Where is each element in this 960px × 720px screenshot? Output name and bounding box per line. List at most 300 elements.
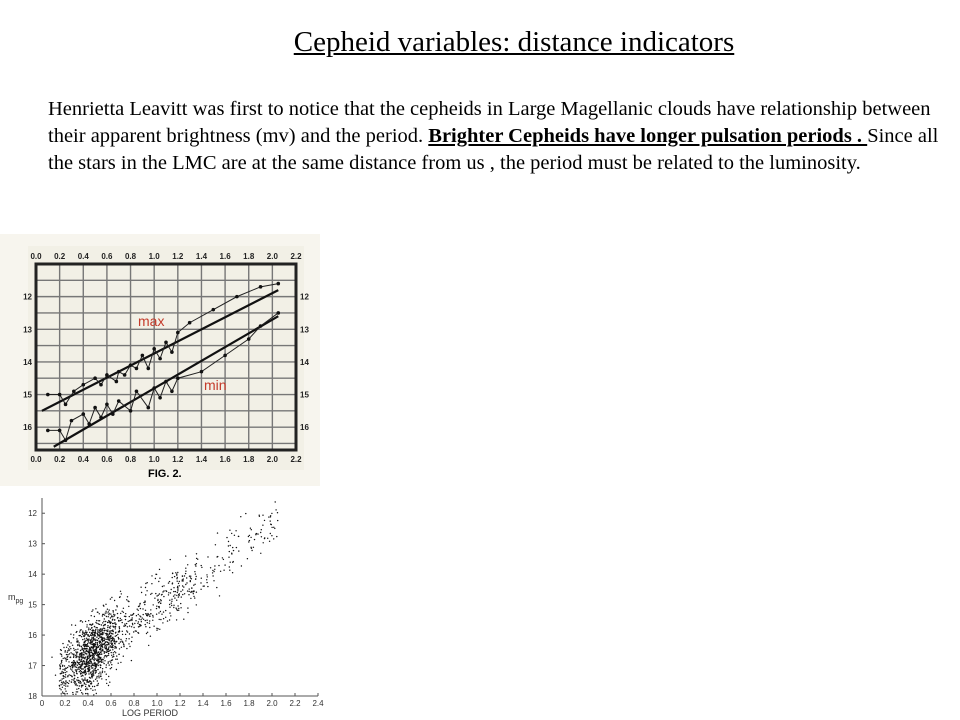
scatter-point	[104, 645, 105, 646]
scatter-point	[112, 643, 113, 644]
scatter-point	[145, 594, 146, 595]
scatter-point	[66, 659, 67, 660]
scatter-point	[161, 594, 162, 595]
scatter-point	[90, 688, 91, 689]
series-label-min: min	[204, 377, 227, 393]
scatter-point	[122, 634, 123, 635]
scatter-point	[87, 689, 88, 690]
scatter-point	[68, 683, 69, 684]
scatter-point	[112, 646, 113, 647]
scatter-point	[106, 646, 107, 647]
scatter-point	[97, 642, 98, 643]
scatter-point	[147, 582, 148, 583]
scatter-point	[231, 533, 232, 534]
scatter-point	[93, 639, 94, 640]
scatter-point	[90, 650, 91, 651]
scatter-point	[156, 614, 157, 615]
scatter-point	[80, 690, 81, 691]
scatter-point	[66, 647, 67, 648]
scatter-point	[108, 655, 109, 656]
scatter-point	[174, 576, 175, 577]
scatter-point	[86, 673, 87, 674]
scatter-point	[166, 591, 167, 592]
scatter-point	[90, 639, 91, 640]
scatter-point	[129, 625, 130, 626]
scatter-point	[168, 582, 169, 583]
scatter-point	[117, 606, 118, 607]
x-tick-label-top: 1.0	[148, 252, 160, 261]
scatter-point	[141, 592, 142, 593]
scatter-point	[71, 681, 72, 682]
scatter-point	[95, 649, 96, 650]
scatter-point	[75, 694, 76, 695]
scatter-point	[87, 658, 88, 659]
scatter-point	[69, 680, 70, 681]
scatter-point	[196, 553, 197, 554]
scatter-point	[137, 609, 138, 610]
scatter-point	[125, 616, 126, 617]
scatter-point	[63, 681, 64, 682]
data-point-max	[81, 383, 85, 387]
scatter-point	[95, 665, 96, 666]
scatter-point	[84, 682, 85, 683]
scatter-point	[162, 591, 163, 592]
scatter-point	[195, 564, 196, 565]
x-tick-label: 2.0	[266, 699, 278, 708]
scatter-point	[82, 634, 83, 635]
scatter-point	[103, 659, 104, 660]
scatter-point	[117, 613, 118, 614]
scatter-point	[152, 616, 153, 617]
scatter-point	[100, 628, 101, 629]
scatter-point	[76, 631, 77, 632]
scatter-point	[190, 598, 191, 599]
scatter-point	[76, 667, 77, 668]
scatter-point	[223, 570, 224, 571]
scatter-point	[124, 623, 125, 624]
scatter-point	[101, 654, 102, 655]
scatter-point	[70, 666, 71, 667]
scatter-point	[92, 686, 93, 687]
data-point-max	[117, 370, 121, 374]
scatter-point	[104, 624, 105, 625]
data-point-max	[164, 341, 168, 345]
scatter-point	[84, 667, 85, 668]
scatter-point	[75, 669, 76, 670]
scatter-point	[98, 677, 99, 678]
scatter-point	[175, 572, 176, 573]
y-tick-label-left: 14	[23, 357, 32, 367]
scatter-point	[88, 638, 89, 639]
y-tick-label: 14	[28, 570, 37, 580]
scatter-point	[61, 673, 62, 674]
scatter-point	[142, 617, 143, 618]
scatter-point	[160, 603, 161, 604]
scatter-point	[110, 638, 111, 639]
scatter-point	[65, 691, 66, 692]
scatter-point	[145, 610, 146, 611]
scatter-point	[82, 685, 83, 686]
scatter-point	[92, 623, 93, 624]
scatter-point	[72, 667, 73, 668]
scatter-point	[187, 590, 188, 591]
scatter-point	[98, 673, 99, 674]
scatter-point	[77, 680, 78, 681]
scatter-point	[160, 611, 161, 612]
scatter-point	[80, 661, 81, 662]
scatter-point	[111, 652, 112, 653]
scatter-point	[245, 513, 246, 514]
scatter-point	[83, 635, 84, 636]
scatter-point	[95, 630, 96, 631]
scatter-point	[264, 520, 265, 521]
scatter-point	[259, 516, 260, 517]
scatter-point	[104, 640, 105, 641]
scatter-point	[115, 609, 116, 610]
scatter-point	[165, 617, 166, 618]
scatter-point	[100, 667, 101, 668]
scatter-point	[100, 676, 101, 677]
scatter-point	[173, 591, 174, 592]
scatter-point	[174, 597, 175, 598]
x-tick-label-top: 0.8	[124, 252, 137, 261]
scatter-point	[81, 671, 82, 672]
scatter-point	[105, 630, 106, 631]
scatter-point	[251, 529, 252, 530]
scatter-point	[94, 626, 95, 627]
scatter-point	[91, 635, 92, 636]
scatter-point	[111, 615, 112, 616]
scatter-point	[182, 589, 183, 590]
scatter-point	[113, 652, 114, 653]
scatter-point	[129, 646, 130, 647]
scatter-point	[158, 581, 159, 582]
y-axis-label: $m_{pg}$	[8, 592, 24, 605]
scatter-point	[103, 644, 104, 645]
scatter-point	[76, 669, 77, 670]
data-point-max	[152, 347, 156, 351]
scatter-point	[64, 670, 65, 671]
scatter-point	[114, 641, 115, 642]
scatter-point	[155, 578, 156, 579]
scatter-point	[137, 623, 138, 624]
x-tick-label-top: 0.2	[54, 252, 66, 261]
scatter-point	[92, 634, 93, 635]
scatter-point	[88, 629, 89, 630]
scatter-point	[128, 638, 129, 639]
scatter-point	[81, 649, 82, 650]
scatter-point	[81, 636, 82, 637]
scatter-point	[59, 664, 60, 665]
paragraph-intro: Henrietta Leavitt was first to notice that the cepheids in Large Magellanic clouds have relationship between their apparent brightness (mv) and the period.	[48, 98, 931, 147]
scatter-point	[147, 622, 148, 623]
scatter-point	[64, 657, 65, 658]
scatter-point	[67, 656, 68, 657]
scatter-point	[123, 612, 124, 613]
scatter-point	[96, 664, 97, 665]
scatter-point	[123, 643, 124, 644]
scatter-point	[182, 585, 183, 586]
data-point-max	[276, 282, 280, 286]
scatter-point	[80, 672, 81, 673]
scatter-point	[112, 645, 113, 646]
scatter-point	[62, 687, 63, 688]
scatter-point	[186, 577, 187, 578]
scatter-point	[161, 614, 162, 615]
scatter-point	[66, 671, 67, 672]
scatter-point	[82, 631, 83, 632]
scatter-point	[147, 613, 148, 614]
scatter-point	[72, 645, 73, 646]
scatter-point	[85, 657, 86, 658]
data-point-max	[123, 373, 127, 377]
scatter-point	[79, 635, 80, 636]
scatter-point	[81, 652, 82, 653]
scatter-point	[68, 641, 69, 642]
scatter-point	[276, 536, 277, 537]
scatter-point	[112, 616, 113, 617]
scatter-point	[250, 528, 251, 529]
scatter-point	[154, 598, 155, 599]
x-tick-label: 0.4	[82, 699, 94, 708]
scatter-point	[104, 637, 105, 638]
scatter-point	[105, 611, 106, 612]
scatter-point	[129, 616, 130, 617]
scatter-point	[150, 609, 151, 610]
scatter-point	[185, 584, 186, 585]
scatter-point	[219, 595, 220, 596]
scatter-point	[98, 638, 99, 639]
scatter-point	[145, 587, 146, 588]
scatter-point	[94, 670, 95, 671]
scatter-point	[96, 693, 97, 694]
scatter-point	[138, 606, 139, 607]
scatter-point	[132, 614, 133, 615]
scatter-point	[116, 641, 117, 642]
scatter-point	[249, 535, 250, 536]
scatter-point	[78, 663, 79, 664]
scatter-point	[70, 634, 71, 635]
scatter-point	[102, 671, 103, 672]
scatter-point	[168, 592, 169, 593]
x-tick-label-bottom: 1.6	[219, 455, 231, 464]
data-point-max	[105, 373, 109, 377]
scatter-point	[189, 576, 190, 577]
scatter-point	[184, 575, 185, 576]
scatter-point	[96, 651, 97, 652]
scatter-point	[218, 565, 219, 566]
scatter-point	[108, 614, 109, 615]
scatter-point	[97, 629, 98, 630]
scatter-point	[177, 572, 178, 573]
scatter-point	[84, 677, 85, 678]
scatter-point	[201, 567, 202, 568]
scatter-point	[103, 657, 104, 658]
data-point-min	[129, 409, 133, 413]
x-tick-label: 2.4	[312, 699, 324, 708]
scatter-point	[98, 647, 99, 648]
x-tick-label-bottom: 0.2	[54, 455, 66, 464]
scatter-point	[185, 555, 186, 556]
scatter-point	[72, 692, 73, 693]
scatter-point	[238, 550, 239, 551]
scatter-point	[110, 632, 111, 633]
scatter-point	[79, 662, 80, 663]
data-point-min	[70, 419, 74, 423]
scatter-point	[118, 631, 119, 632]
scatter-point	[83, 652, 84, 653]
scatter-point	[80, 656, 81, 657]
scatter-point	[105, 604, 106, 605]
data-point-min	[176, 376, 180, 380]
scatter-point	[108, 643, 109, 644]
scatter-point	[140, 608, 141, 609]
scatter-point	[122, 642, 123, 643]
scatter-point	[69, 653, 70, 654]
scatter-point	[193, 596, 194, 597]
scatter-point	[136, 615, 137, 616]
scatter-point	[110, 668, 111, 669]
scatter-point	[216, 587, 217, 588]
scatter-point	[107, 609, 108, 610]
y-tick-label-right: 12	[300, 292, 309, 302]
scatter-point	[79, 671, 80, 672]
scatter-point	[274, 528, 275, 529]
scatter-point	[125, 613, 126, 614]
scatter-point	[172, 573, 173, 574]
scatter-point	[121, 619, 122, 620]
scatter-point	[155, 593, 156, 594]
scatter-point	[89, 632, 90, 633]
scatter-point	[270, 533, 271, 534]
scatter-point	[178, 608, 179, 609]
scatter-point	[137, 632, 138, 633]
scatter-point	[183, 586, 184, 587]
scatter-point	[93, 650, 94, 651]
scatter-point	[110, 617, 111, 618]
scatter-point	[86, 648, 87, 649]
scatter-point	[75, 664, 76, 665]
scatter-point	[103, 632, 104, 633]
scatter-point	[89, 665, 90, 666]
scatter-point	[151, 583, 152, 584]
scatter-point	[94, 660, 95, 661]
scatter-point	[79, 656, 80, 657]
x-tick-label-top: 1.6	[219, 252, 231, 261]
scatter-point	[63, 685, 64, 686]
scatter-point	[158, 612, 159, 613]
scatter-point	[70, 652, 71, 653]
scatter-point	[87, 639, 88, 640]
scatter-point	[100, 630, 101, 631]
scatter-point	[270, 515, 271, 516]
scatter-point	[63, 672, 64, 673]
x-tick-label: 2.2	[289, 699, 301, 708]
scatter-point	[146, 620, 147, 621]
scatter-point	[101, 645, 102, 646]
y-tick-label-left: 16	[23, 423, 32, 433]
scatter-point	[83, 633, 84, 634]
scatter-point	[70, 648, 71, 649]
scatter-point	[85, 688, 86, 689]
scatter-point	[122, 611, 123, 612]
scatter-point	[216, 556, 217, 557]
scatter-point	[61, 660, 62, 661]
scatter-point	[91, 611, 92, 612]
scatter-point	[90, 677, 91, 678]
scatter-point	[67, 693, 68, 694]
data-point-min	[146, 406, 150, 410]
scatter-point	[131, 660, 132, 661]
scatter-point	[260, 532, 261, 533]
scatter-point	[114, 600, 115, 601]
x-tick-label-bottom: 0.4	[77, 455, 89, 464]
scatter-point	[82, 662, 83, 663]
scatter-point	[119, 596, 120, 597]
y-tick-label-right: 16	[300, 423, 309, 433]
scatter-point	[76, 685, 77, 686]
scatter-point	[175, 591, 176, 592]
scatter-point	[111, 667, 112, 668]
scatter-point	[139, 626, 140, 627]
scatter-point	[65, 683, 66, 684]
x-tick-label: 0.2	[59, 699, 71, 708]
scatter-point	[51, 657, 52, 658]
scatter-point	[93, 646, 94, 647]
data-point-min	[164, 380, 168, 384]
scatter-point	[234, 535, 235, 536]
scatter-point	[128, 643, 129, 644]
scatter-point	[72, 671, 73, 672]
scatter-point	[156, 608, 157, 609]
scatter-point	[108, 611, 109, 612]
scatter-point	[87, 643, 88, 644]
scatter-point	[102, 661, 103, 662]
scatter-point	[182, 579, 183, 580]
scatter-point	[228, 557, 229, 558]
scatter-point	[106, 641, 107, 642]
scatter-point	[220, 571, 221, 572]
scatter-point	[92, 653, 93, 654]
scatter-point	[95, 689, 96, 690]
scatter-point	[193, 590, 194, 591]
scatter-point	[76, 683, 77, 684]
scatter-point	[86, 640, 87, 641]
scatter-point	[68, 665, 69, 666]
scatter-point	[68, 661, 69, 662]
scatter-point	[61, 655, 62, 656]
scatter-point	[163, 611, 164, 612]
scatter-point	[88, 681, 89, 682]
scatter-point	[77, 640, 78, 641]
scatter-point	[171, 601, 172, 602]
scatter-point	[116, 635, 117, 636]
scatter-point	[111, 630, 112, 631]
scatter-point	[109, 628, 110, 629]
scatter-point	[177, 581, 178, 582]
scatter-point	[125, 634, 126, 635]
scatter-point	[81, 678, 82, 679]
scatter-point	[159, 569, 160, 570]
scatter-point	[92, 609, 93, 610]
scatter-point	[92, 673, 93, 674]
scatter-point	[59, 680, 60, 681]
scatter-point	[226, 537, 227, 538]
scatter-point	[106, 648, 107, 649]
y-tick-label: 13	[28, 539, 37, 549]
scatter-point	[177, 590, 178, 591]
scatter-point	[97, 669, 98, 670]
